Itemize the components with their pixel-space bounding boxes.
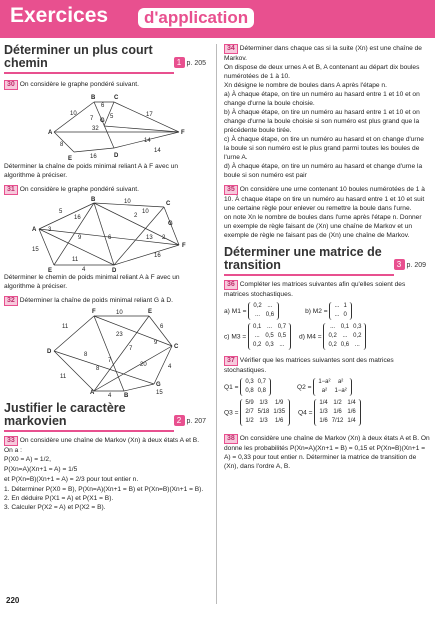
edge-weight: 14 (154, 148, 161, 154)
edge-weight: 6 (108, 235, 112, 241)
matrix-d (299, 323, 366, 350)
banner-title: Exercices (10, 4, 109, 27)
edge-weight: 10 (142, 209, 149, 215)
matrix-cell: 0,7 (277, 324, 287, 330)
level-badge: 2 (174, 415, 185, 426)
section-title-markovian (4, 401, 206, 432)
node-label: E (48, 268, 53, 273)
matrix-a (224, 302, 279, 320)
edge-weight: 15 (32, 247, 39, 253)
node-label: A (90, 390, 95, 396)
matrix-row-ab (224, 302, 430, 320)
matrix-label: Q3 = (224, 409, 239, 417)
node-label: G (168, 221, 173, 227)
matrix-cell: 1/2 (333, 400, 342, 406)
matrix-label: b) M2 = (305, 307, 328, 315)
matrix-cell: ... (342, 333, 348, 339)
matrix-label: d) M4 = (299, 333, 322, 341)
edge-weight: 17 (146, 112, 153, 118)
edge-weight: 6 (101, 103, 105, 109)
matrix-cell: 1/9 (275, 400, 284, 406)
edge-weight: 4 (82, 267, 86, 273)
page-ref-text: p. 207 (186, 418, 206, 425)
node-label: A (32, 227, 37, 233)
exercise-36 (224, 280, 430, 299)
matrix-label: Q1 = (224, 383, 239, 391)
matrix-cell: 0,6 (340, 342, 350, 348)
exercise-number: 33 (4, 436, 18, 446)
matrix-cell: 0,3 (265, 342, 274, 348)
matrix-cell: 0,2 (328, 342, 337, 348)
graph-30 (4, 90, 208, 162)
exercise-30-question: Déterminer la chaîne de poids minimal reliant A à F avec un algorithme à préciser. (4, 163, 179, 179)
edge-weight: 10 (70, 111, 77, 117)
matrix-cell: 1/3 (319, 409, 328, 415)
node-label: F (182, 243, 186, 249)
edge-weight: 9 (154, 340, 158, 346)
edge-weight: 8 (84, 352, 88, 358)
matrix-cell: 1−a² (318, 379, 331, 385)
exercise-text: On considère une chaîne de Markov (Xn) à deux états A et B. On a : (4, 437, 200, 454)
exercise-text: On considère le graphe pondéré suivant. (19, 186, 139, 193)
matrix-cell: ... (254, 333, 260, 339)
edge-weight: 16 (90, 154, 97, 160)
section-title-text: Déterminer une matrice de transition (224, 245, 382, 272)
matrix-M3 (248, 323, 291, 350)
edge-weight: 7 (108, 358, 112, 364)
matrix-cell: 1/3 (259, 400, 268, 406)
exercise-text: On considère une chaîne de Markov (Xn) à deux états A et B. On donne les probabilités P(Xn=A)(Xn+1 = B) = 0,15 et P(Xn=B)(Xn+1 = A) = 0,33 pour tout entier n. Déterminer la matrice de transition de (Xn), dans l'ordre A, B. (224, 435, 430, 470)
exercise-34-c: c) À chaque étape, on tire un numéro au hasard et on change d'urne la boule si son numéro est le plus grand parmi toutes les boules de l'urne A. (224, 136, 424, 161)
matrix-cell: 5/18 (257, 409, 270, 415)
exercise-33-q3: 3. Calculer P(X2 = A) et P(X2 = B). (4, 504, 106, 511)
edge-weight: 7 (90, 116, 94, 122)
node-label: E (148, 309, 153, 315)
matrix-cell: 0,2 (253, 303, 262, 309)
matrix-cell: 1/2 (245, 418, 254, 424)
matrix-cell: 1/35 (273, 409, 286, 415)
node-label: E (68, 156, 73, 162)
matrix-q1 (224, 378, 271, 396)
matrix-row-cd (224, 323, 430, 350)
matrix-Q2 (313, 378, 351, 396)
edge-weight: 2 (162, 235, 166, 241)
matrix-cell: 1/6 (275, 418, 284, 424)
node-label: C (114, 95, 119, 101)
matrix-cell: 7/12 (331, 418, 344, 424)
exercise-text: Vérifier que les matrices suivantes sont des matrices stochastiques. (224, 357, 394, 374)
exercise-text: On considère le graphe pondéré suivant. (19, 81, 139, 88)
matrix-label: Q2 = (297, 383, 312, 391)
edge-weight: 5 (59, 209, 63, 215)
node-label: C (174, 344, 179, 350)
edge-weight: 10 (124, 199, 131, 205)
edge-weight: 16 (154, 253, 161, 259)
edge-weight: 14 (144, 138, 151, 144)
matrix-cell: 0,1 (253, 324, 262, 330)
matrix-cell: 0,6 (265, 312, 275, 318)
matrix-cell: 1/4 (319, 400, 328, 406)
exercise-33-q1: 1. Déterminer P(X0 = B), P(Xn=A)(Xn+1 = B) et P(Xn=B)(Xn+1 = B). (4, 486, 204, 493)
matrix-cell: 0,5 (265, 333, 274, 339)
exercise-text: Compléter les matrices suivantes afin qu'elles soient des matrices stochastiques. (224, 281, 406, 298)
edge-weight: 13 (146, 235, 153, 241)
exercise-number: 36 (224, 280, 238, 290)
matrix-cell: 0,8 (257, 388, 267, 394)
exercise-text: Déterminer la chaîne de poids minimal reliant G à D. (19, 297, 173, 304)
matrix-Q4 (314, 399, 360, 426)
matrix-cell: 0,5 (277, 333, 287, 339)
matrix-cell: 1/4 (347, 418, 356, 424)
edge-weight: 3 (48, 227, 52, 233)
edge-weight: 10 (116, 310, 123, 316)
page-ref-text: p. 209 (406, 262, 426, 269)
exercise-number: 32 (4, 296, 18, 306)
node-label: G (100, 118, 105, 124)
page-ref (174, 57, 206, 70)
exercise-34-p1: On dispose de deux urnes A et B, A contenant au départ dix boules numérotées de 1 à 10. (224, 64, 420, 80)
matrix-q2 (297, 378, 352, 396)
exercise-33 (4, 436, 208, 455)
matrix-M1 (248, 302, 279, 320)
node-label: F (181, 130, 185, 136)
exercise-34-b: b) À chaque étape, on tire un numéro au hasard entre 1 et 10 et on change d'urne la boule choisie si son numéro est plus grand que la précédente boule tirée. (224, 109, 420, 134)
node-label: D (47, 349, 52, 355)
exercise-31-question: Déterminer le chemin de poids minimal reliant A à F avec un algorithme à préciser. (4, 274, 180, 290)
level-badge: 1 (174, 57, 185, 68)
matrix-M4 (323, 323, 366, 350)
exercise-37 (224, 356, 430, 375)
matrix-cell: 1/6 (319, 418, 328, 424)
edge-weight: 4 (168, 364, 172, 370)
matrix-cell: 0,8 (245, 388, 254, 394)
edge-weight: 8 (60, 142, 64, 148)
exercise-34-d: d) À chaque étape, on tire un numéro au hasard et change d'urne la boule si son numéro est pair (224, 163, 423, 179)
edge-weight: 7 (129, 346, 133, 352)
matrix-label: Q4 = (298, 409, 313, 417)
matrix-cell: 0,2 (353, 333, 362, 339)
edge-weight: 4 (108, 393, 112, 398)
matrix-cell: 2/7 (245, 409, 254, 415)
chapter-banner (0, 0, 435, 38)
exercise-text: Déterminer dans chaque cas si la suite (Xn) est une chaîne de Markov. (224, 45, 422, 62)
exercise-35 (224, 185, 430, 213)
matrix-c (224, 323, 291, 350)
matrix-Q3 (240, 399, 290, 426)
edge-weight: 15 (156, 390, 163, 396)
matrix-cell: 0,2 (328, 333, 337, 339)
edge-weight: 6 (160, 324, 164, 330)
matrix-cell: ... (334, 303, 340, 309)
page-ref (394, 259, 426, 272)
exercise-number: 38 (224, 434, 238, 444)
section-title-text: Déterminer un plus court chemin (4, 43, 153, 70)
matrix-q3 (224, 399, 290, 426)
matrix-cell: 0,7 (257, 379, 267, 385)
exercise-text: On considère une urne contenant 10 boules numérotées de 1 à 10. À chaque étape on tire un numéro au hasard entre 1 et 10 et suit une certaine règle pour enlever ou remettre la boule dans l'urne. (224, 186, 425, 212)
matrix-cell: 0,2 (253, 342, 262, 348)
graph-31 (4, 195, 208, 273)
page-ref-text: p. 205 (186, 60, 206, 67)
edge-weight: 9 (78, 235, 82, 241)
exercise-35-p2: on note Xn le nombre de boules dans l'urne après l'étape n. Donner un exemple de règle faisant de (Xn) une chaîne de Markov et un exemple de règle ne faisant pas de (Xn) une chaîne de Markov. (224, 214, 422, 239)
edge-weight: 5 (110, 114, 114, 120)
column-divider (216, 44, 217, 604)
exercise-33-q2: 2. En déduire P(X1 = A) et P(X1 = B). (4, 495, 114, 502)
matrix-cell: 1/6 (333, 409, 342, 415)
node-label: B (91, 197, 96, 203)
exercise-number: 35 (224, 185, 238, 195)
page-ref (174, 415, 206, 428)
matrix-cell: 1−a² (334, 388, 347, 394)
graph-30-nodes (48, 95, 185, 162)
edge-weight: 32 (92, 126, 99, 132)
node-label: F (92, 309, 96, 315)
matrix-cell: 5/9 (245, 400, 254, 406)
exercise-34-a: a) À chaque étape, on tire un numéro au hasard entre 1 et 10 et on change d'urne la boule choisie. (224, 91, 420, 107)
matrix-cell: a² (321, 388, 328, 394)
matrix-label: c) M3 = (224, 333, 247, 341)
exercise-number: 37 (224, 356, 238, 366)
node-label: B (124, 393, 129, 398)
matrix-cell: ... (255, 312, 261, 318)
section-title-transition-matrix (224, 245, 426, 276)
exercise-number: 31 (4, 185, 18, 195)
edge-weight: 16 (74, 215, 81, 221)
matrix-cell: ... (330, 324, 336, 330)
section-title-shortest-path (4, 43, 206, 74)
right-column (224, 44, 430, 471)
exercise-33-line2: P(Xn=A)(Xn+1 = A) = 1/5 (4, 466, 78, 473)
node-label: D (112, 268, 117, 273)
edge-weight: 11 (72, 257, 79, 263)
matrix-b (305, 302, 352, 320)
exercise-38 (224, 434, 430, 471)
edge-weight: 20 (140, 362, 147, 368)
matrix-cell: 0,3 (245, 379, 254, 385)
exercise-33-line3: et P(Xn=B)(Xn+1 = A) = 2/3 pour tout entier n. (4, 476, 139, 483)
matrix-q4 (298, 399, 361, 426)
level-badge: 3 (394, 259, 405, 270)
matrix-cell: 1/6 (347, 409, 356, 415)
matrix-cell: 1 (343, 303, 347, 309)
matrix-M2 (329, 302, 351, 320)
node-label: D (114, 153, 119, 159)
edge-weight: 8 (96, 366, 100, 372)
edge-weight: 2 (134, 213, 138, 219)
exercise-30 (4, 80, 208, 90)
edge-weight: 11 (60, 374, 67, 380)
matrix-cell: ... (354, 342, 360, 348)
matrix-cell: 1/3 (259, 418, 268, 424)
graph-30-weights (60, 103, 161, 160)
matrix-cell: 1/4 (347, 400, 356, 406)
node-label: B (91, 95, 96, 101)
exercise-33-line1: P(X0 = A) = 1/2, (4, 456, 51, 463)
section-title-text: Justifier le caractère markovien (4, 401, 126, 428)
exercise-34 (224, 44, 430, 63)
left-column (4, 44, 208, 512)
matrix-cell: ... (267, 324, 273, 330)
matrix-cell: ... (334, 312, 340, 318)
exercise-number: 30 (4, 80, 18, 90)
exercise-number: 34 (224, 44, 238, 54)
graph-32 (4, 306, 208, 398)
node-label: G (156, 382, 161, 388)
page-number: 220 (6, 596, 20, 605)
banner-badge: d'application (138, 8, 254, 28)
matrix-row-q12 (224, 378, 430, 396)
matrix-cell: 0 (343, 312, 347, 318)
edge-weight: 11 (62, 324, 69, 330)
exercise-31 (4, 185, 208, 195)
matrix-row-q34 (224, 399, 430, 426)
matrix-cell: 0,1 (340, 324, 350, 330)
matrix-cell: a² (337, 379, 344, 385)
exercise-34-p2: Xn désigne le nombre de boules dans A après l'étape n. (224, 82, 387, 89)
edge-weight: 23 (116, 332, 123, 338)
exercise-32 (4, 296, 208, 306)
node-label: A (48, 130, 53, 136)
matrix-cell: 0,3 (353, 324, 362, 330)
node-label: C (166, 201, 171, 207)
matrix-cell: ... (267, 303, 273, 309)
matrix-cell: ... (279, 342, 285, 348)
matrix-Q1 (240, 378, 271, 396)
matrix-label: a) M1 = (224, 307, 247, 315)
